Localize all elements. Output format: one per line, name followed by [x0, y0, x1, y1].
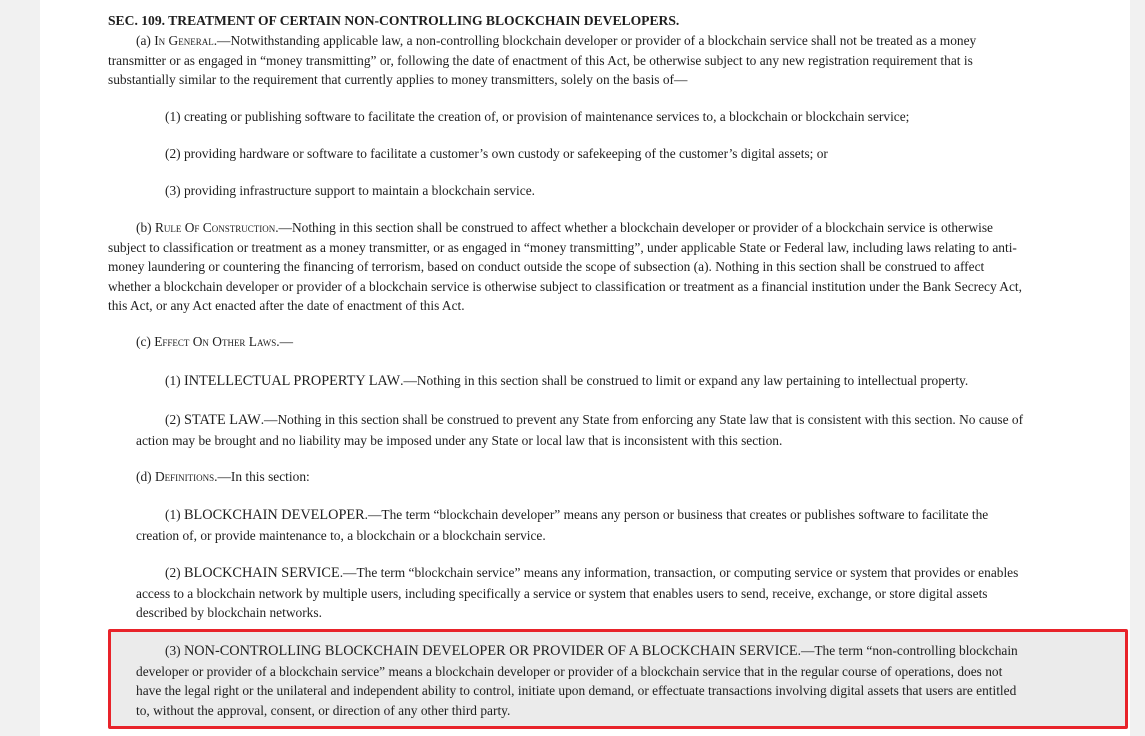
subsection-d: [108, 467, 1028, 487]
subsection-b-label: (b): [136, 220, 155, 235]
subsection-d-title: Definitions: [154, 469, 215, 484]
definition-item-3-term: NON-CONTROLLING BLOCKCHAIN DEVELOPER OR PROVIDER OF A BLOCKCHAIN SERVICE: [183, 643, 798, 659]
definition-item-1-term: BLOCKCHAIN DEVELOPER: [183, 507, 365, 523]
subsection-c-item-2-term: STATE LAW: [183, 412, 261, 428]
subsection-c-title: Effect On Other Laws: [154, 334, 277, 349]
subsection-c-item-1-sep: .—: [400, 373, 417, 388]
subsection-c-item-2-label: (2): [165, 412, 184, 427]
subsection-a-item-1: (1) creating or publishing software to facilitate the creation of, or provision of maintenance services to, a blockchain or blockchain service;: [165, 109, 910, 124]
subsection-a-label: (a): [136, 33, 155, 48]
definition-item-2-sep: .—: [339, 565, 357, 580]
subsection-b-title: Rule Of Construction: [154, 220, 276, 235]
subsection-a-title: In General: [154, 33, 214, 48]
document-page: [40, 0, 1130, 736]
subsection-a-item-3: (3) providing infrastructure support to maintain a blockchain service.: [165, 183, 535, 198]
subsection-b: [108, 218, 1028, 316]
definition-item-3-label: (3): [165, 643, 184, 658]
definition-item-1-label: (1): [165, 507, 184, 522]
definition-item-2-label: (2): [165, 565, 184, 580]
subsection-c-item-1-label: (1): [165, 373, 184, 388]
subsection-c-item-1-text: Nothing in this section shall be construed to limit or expand any law pertaining to intellectual property.: [416, 373, 969, 388]
subsection-a: [108, 31, 1028, 90]
subsection-a-text: Notwithstanding applicable law, a non-controlling blockchain developer or provider of a blockchain service shall not be treated as a money transmitter or as engaged in “money transmitting” or, following the date of enactment of this Act, be otherwise subject to any new registration requirement that is substantially similar to the requirement that currently applies to money transmitters, solely on the basis of—: [108, 33, 977, 87]
subsection-a-title-suffix: .—: [213, 33, 231, 48]
subsection-d-title-suffix: .—: [214, 469, 231, 484]
subsection-c-item-2-text: Nothing in this section shall be construed to prevent any State from enforcing any State law that is consistent with this section. No cause of action may be brought and no liability may be imposed under any State or local law that is inconsistent with this section.: [136, 412, 1024, 448]
definition-item-3-sep: .—: [797, 643, 815, 658]
subsection-c-item-1: [136, 371, 1029, 392]
subsection-d-label: (d): [136, 469, 155, 484]
definition-item-2: [136, 563, 1029, 623]
definition-item-3-text: The term “non-controlling blockchain developer or provider of a blockchain service” means a blockchain developer or provider of a blockchain service that in the regular course of operations, does not have the legal right or the unilateral and independent ability to control, initiate upon demand, or effectuate transactions involving digital assets that users are entitled to, without the approval, consent, or direction of any other third party.: [136, 643, 1018, 718]
subsection-d-text: In this section:: [230, 469, 310, 484]
definition-item-1-text: The term “blockchain developer” means any person or business that creates or publishes software to facilitate the creation of, or provide maintenance to, a blockchain or a blockchain service.: [136, 507, 989, 543]
subsection-c: [108, 332, 1028, 352]
subsection-c-item-2-sep: .—: [260, 412, 278, 427]
definition-item-3: [136, 641, 1029, 720]
subsection-c-title-suffix: .—: [276, 334, 293, 349]
subsection-b-text: Nothing in this section shall be construed to affect whether a blockchain developer or provider of a blockchain service is otherwise subject to classification or treatment as a money transmitter, or as engaged in “money transmitting”, under applicable State or Federal law, including laws relating to anti-money laundering or countering the financing of terrorism, based on conduct outside the scope of subsection (a). Nothing in this section shall be construed to affect whether a blockchain developer or provider of a blockchain service is otherwise subject to classification or treatment as a financial institution under the Bank Secrecy Act, this Act, or any Act enacted after the date of enactment of this Act.: [108, 220, 1022, 313]
definition-item-2-term: BLOCKCHAIN SERVICE: [183, 565, 340, 581]
subsection-b-title-suffix: .—: [275, 220, 292, 235]
subsection-c-label: (c): [136, 334, 155, 349]
definition-item-1-sep: .—: [364, 507, 382, 522]
subsection-a-item-2: (2) providing hardware or software to facilitate a customer’s own custody or safekeeping of the customer’s digital assets; or: [165, 146, 828, 161]
definition-item-1: [136, 505, 1029, 545]
section-heading: SEC. 109. TREATMENT OF CERTAIN NON-CONTROLLING BLOCKCHAIN DEVELOPERS.: [108, 13, 680, 28]
subsection-c-item-1-term: INTELLECTUAL PROPERTY LAW: [183, 373, 401, 389]
subsection-c-item-2: [136, 410, 1029, 450]
definition-item-2-text: The term “blockchain service” means any information, transaction, or computing service or system that provides or enables access to a blockchain network by multiple users, including specifically a service or system that enables users to send, receive, exchange, or store digital assets described by blockchain networks.: [136, 565, 1019, 620]
